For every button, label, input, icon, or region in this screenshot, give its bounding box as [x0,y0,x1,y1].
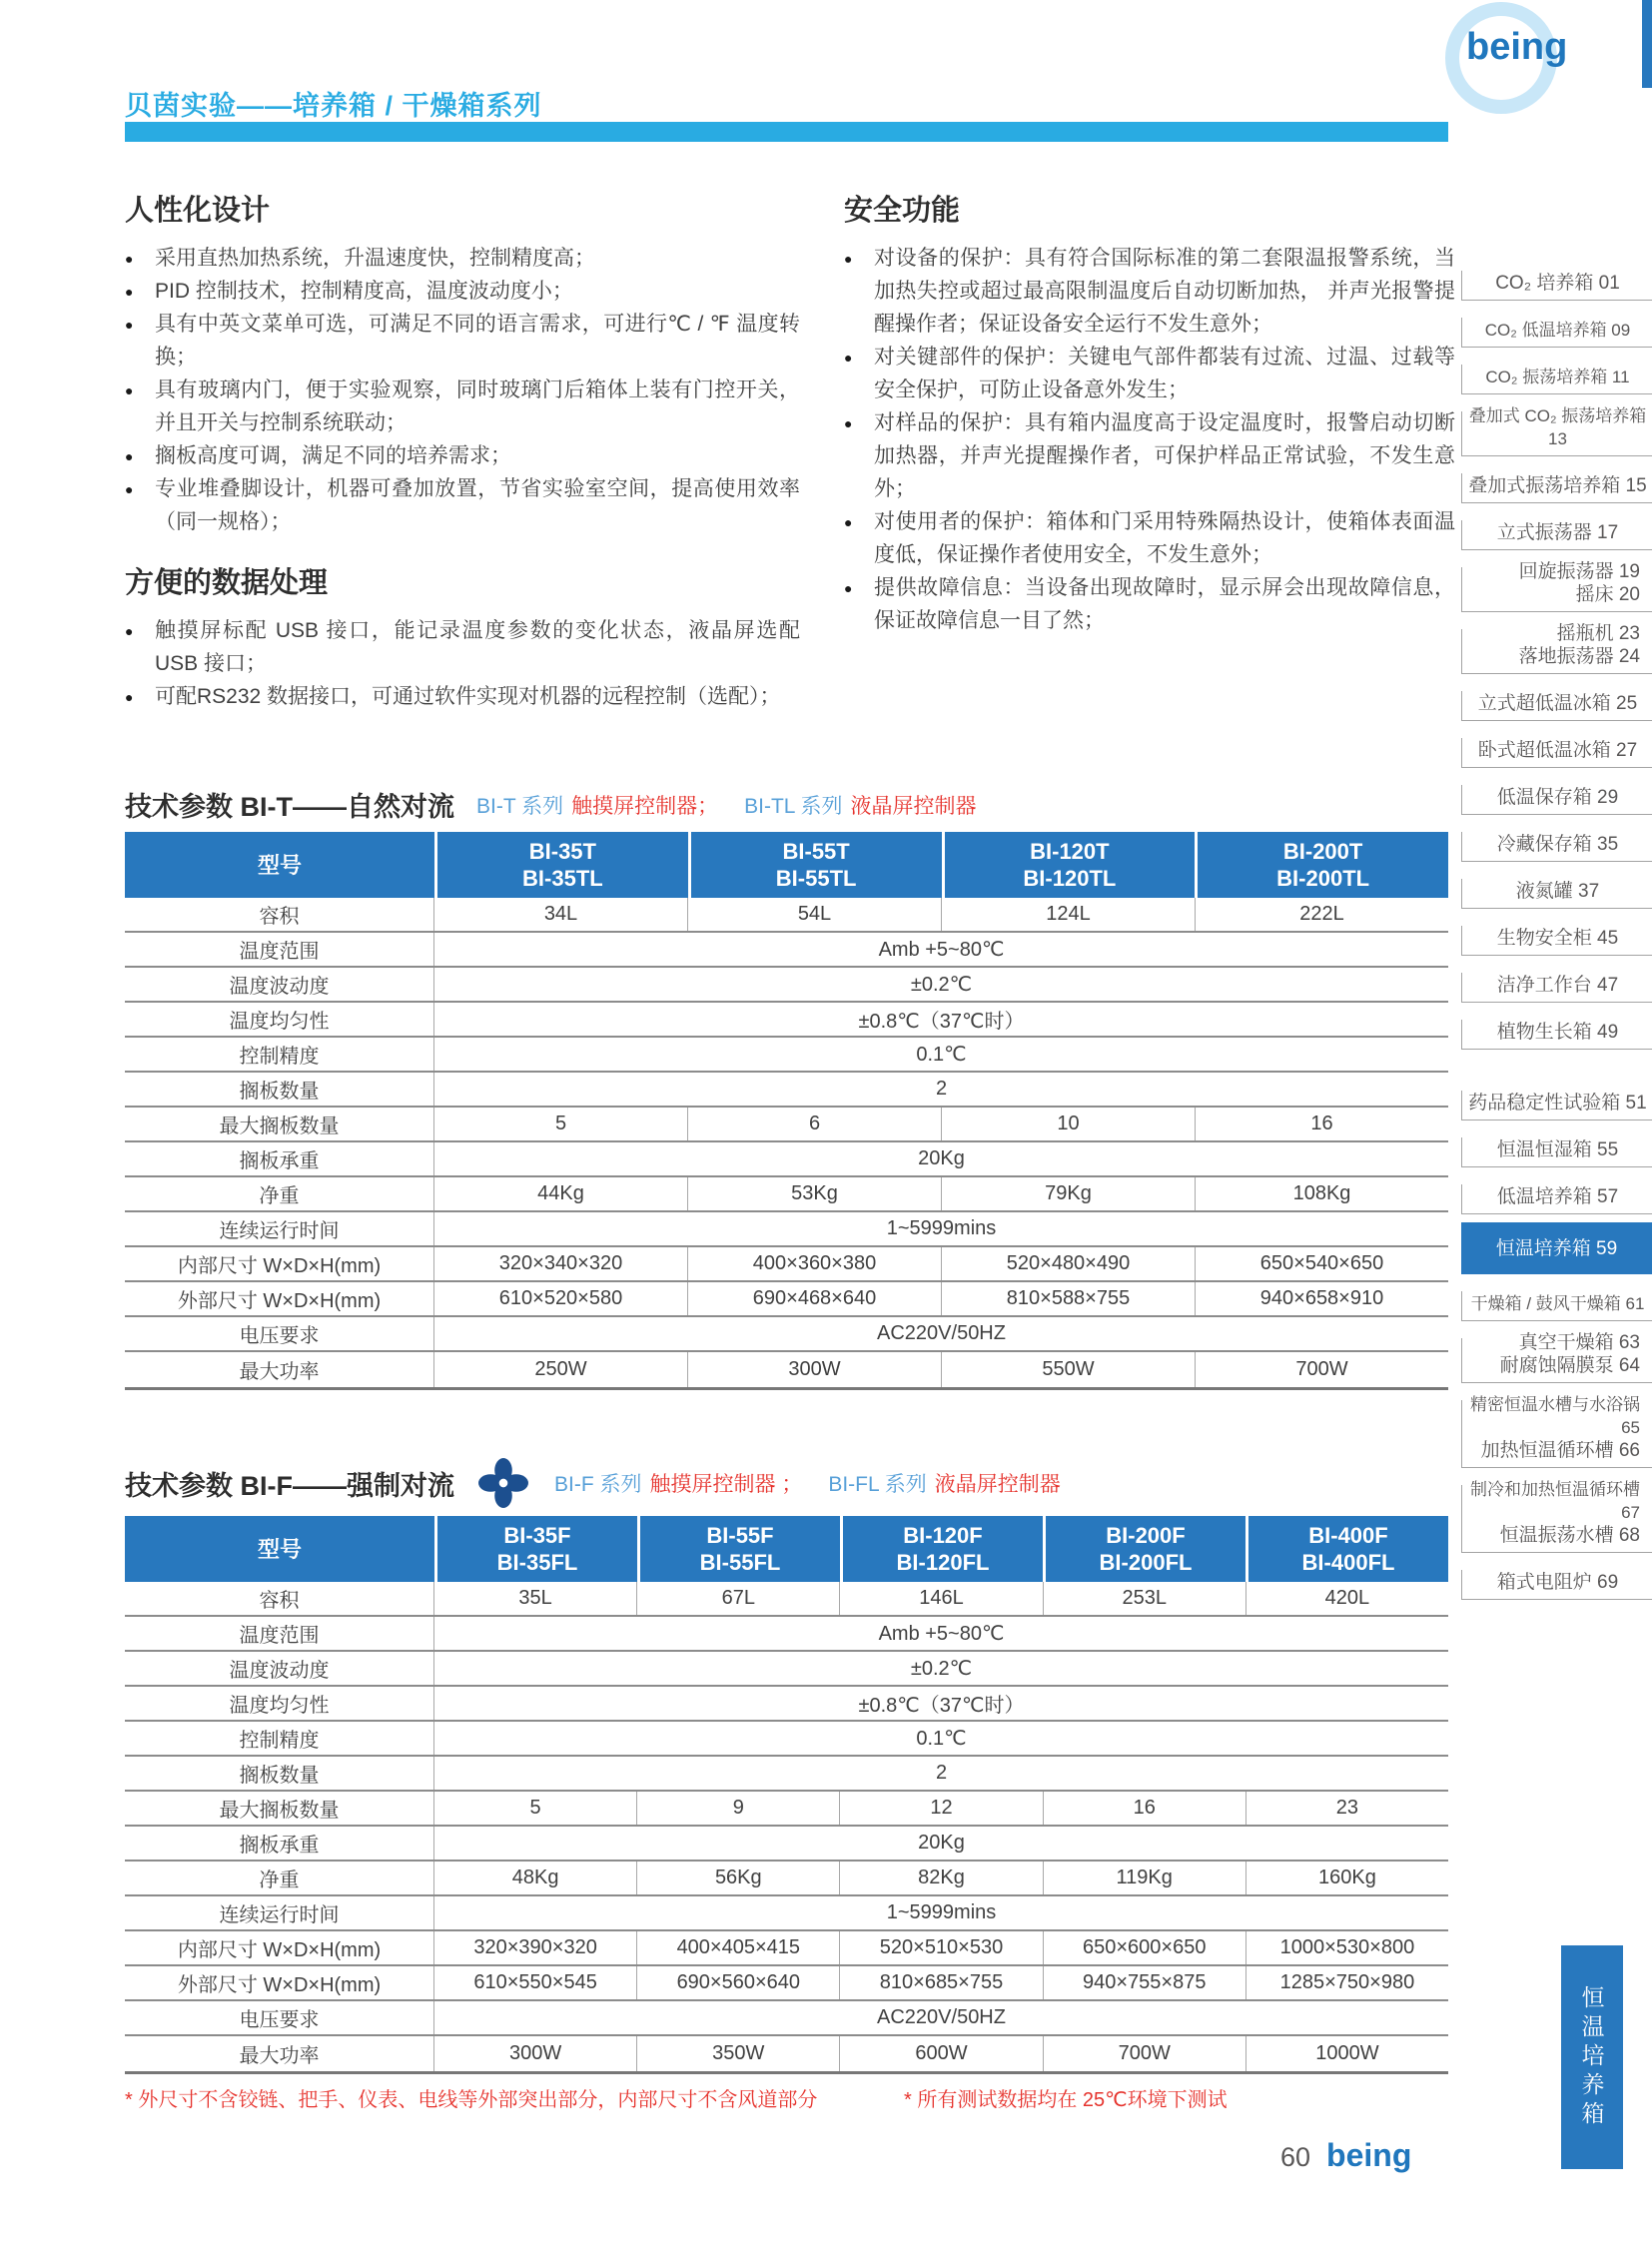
row-label: 最大搁板数量 [125,1792,434,1825]
model-name: BI-400FL [1301,1550,1395,1575]
row-label: 净重 [125,1177,434,1210]
table-row [125,1827,1448,1862]
table-row [125,1282,1448,1317]
row-span-value: Amb +5~80℃ [878,939,1005,961]
row-cell-value: 119Kg [1044,1862,1246,1894]
row-span-value: 2 [935,1078,948,1100]
model-name: BI-200F [1106,1523,1186,1548]
sidebar-item-label: 恒温培养箱 59 [1495,1237,1618,1259]
sidebar-item-label: 落地振荡器 24 [1518,646,1640,667]
row-cell-value: 5 [434,1108,688,1140]
row-cell-value: 1000×530×800 [1279,1936,1415,1958]
model-header-cell [1198,832,1448,898]
sidebar-item-label: CO₂ 低温培养箱 09 [1484,321,1631,340]
table-row [125,933,1448,968]
table-row [125,1108,1448,1142]
table-row [125,1652,1448,1687]
model-column-label: 型号 [125,832,434,898]
table-row [125,1317,1448,1352]
row-label: 控制精度 [125,1038,434,1071]
model-column-label: 型号 [125,1516,434,1582]
model-name: BI-55T [782,839,850,864]
page-footer [1280,2137,1411,2174]
row-span-value: 0.1℃ [916,1044,967,1066]
model-header-cell [945,832,1196,898]
model-name: BI-120T [1030,839,1110,864]
row-cell-value: 420L [1324,1587,1370,1609]
row-label: 温度范围 [125,933,434,966]
row-cell-value: 5 [434,1792,637,1825]
sidebar-item [1461,682,1652,721]
row-label: 内部尺寸 W×D×H(mm) [125,1931,434,1964]
model-header-cell [437,1516,637,1582]
spec-table-bi-f [125,1516,1448,2074]
model-name: BI-120F [903,1523,983,1548]
row-label: 容积 [125,1582,434,1615]
row-label: 温度波动度 [125,1652,434,1685]
sidebar-item-label: 植物生长箱 49 [1496,1022,1619,1043]
page-number: 60 [1280,2142,1311,2172]
sidebar-item-label: 回旋振荡器 19 [1518,561,1640,582]
footnote-dimensions: * 外尺寸不含铰链、把手、仪表、电线等外部突出部分，内部尺寸不含风道部分 [125,2089,818,2111]
series-label-red: 液晶屏控制器 [850,794,977,818]
sidebar-item [1461,356,1652,394]
catalog-sidebar [1461,262,1652,1608]
table-header-row [125,832,1448,898]
row-cell-value: 10 [942,1108,1196,1140]
sidebar-item [1461,402,1652,456]
row-label: 内部尺寸 W×D×H(mm) [125,1247,434,1280]
row-span-value: AC220V/50HZ [877,1322,1006,1344]
row-span-value: 1~5999mins [886,1217,997,1239]
table2-caption: 技术参数 BI-F——强制对流 [125,1470,454,1501]
row-cell-value: 44Kg [434,1177,688,1210]
row-cell-value: 610×550×545 [434,1966,637,1999]
features-left-column [125,188,800,713]
row-cell-value: 520×510×530 [840,1931,1043,1964]
series-label-red: 触摸屏控制器 ； [649,1473,803,1496]
row-label: 容积 [125,898,434,931]
row-cell-value: 940×755×875 [1044,1966,1246,1999]
row-cell-value: 53Kg [688,1177,942,1210]
sidebar-item [1461,262,1652,301]
sidebar-item [1461,917,1652,956]
row-span-value: 0.1℃ [916,1728,967,1750]
table-row [125,1212,1448,1247]
model-name: BI-120FL [896,1550,990,1575]
row-label: 最大功率 [125,1352,434,1387]
model-name: BI-200TL [1276,866,1370,891]
sidebar-item [1461,823,1652,862]
row-cell-value: 146L [840,1582,1043,1615]
safety-bullet-list [844,242,1455,637]
sidebar-item-label: CO₂ 振荡培养箱 11 [1485,368,1630,386]
sidebar-item [1461,1391,1652,1468]
row-cell-value: 23 [1335,1797,1359,1819]
table-row [125,1582,1448,1617]
row-cell-value: 12 [840,1792,1043,1825]
series-label-blue: BI-T 系列 [476,794,564,818]
table1-series-note [476,790,1003,820]
row-cell-value: 82Kg [840,1862,1043,1894]
bullet-item: ● 对关键部件的保护：关键电气部件都装有过流、过温、过载等安全保护，可防止设备意外发生； [844,341,1455,406]
table2-series-note [554,1468,1087,1498]
row-label: 外部尺寸 W×D×H(mm) [125,1282,434,1315]
series-label-blue: BI-F 系列 [554,1473,642,1496]
bullet-item: ● PID 控制技术，控制精度高，温度波动度小； [125,275,800,308]
row-cell-value: 810×588×755 [942,1282,1196,1315]
row-label: 电压要求 [125,2001,434,2034]
sidebar-item-label: CO₂ 培养箱 01 [1495,273,1620,294]
table-row [125,1073,1448,1108]
row-cell-value: 700W [1044,2036,1246,2071]
model-name: BI-200FL [1099,1550,1193,1575]
model-name: BI-400F [1308,1523,1388,1548]
sidebar-item-label: 液氮罐 37 [1515,881,1600,902]
table-header-row [125,1516,1448,1582]
row-cell-value: 6 [688,1108,942,1140]
bullet-item: ● 对样品的保护：具有箱内温度高于设定温度时，报警启动切断加热器，并声光提醒操作者，可保护样品正常试验，不发生意外； [844,406,1455,505]
row-span-value: Amb +5~80℃ [878,1623,1005,1645]
page-edge-strip [1642,0,1652,88]
table-row [125,2001,1448,2036]
section-heading-data-processing: 方便的数据处理 [125,567,329,599]
series-label-blue: BI-FL 系列 [828,1473,927,1496]
table-row [125,1352,1448,1387]
page-title: 贝茵实验——培养箱 / 干燥箱系列 [125,91,542,121]
bullet-item: ● 对设备的保护：具有符合国际标准的第二套限温报警系统，当加热失控或超过最高限制温度后自动切断加热， 并声光报警提醒操作者；保证设备安全运行不发生意外； [844,242,1455,341]
model-header-cell [843,1516,1043,1582]
bullet-item: ● 提供故障信息：当设备出现故障时，显示屏会出现故障信息，保证故障信息一目了然； [844,571,1455,637]
table-row [125,1792,1448,1827]
table-row [125,968,1448,1003]
row-cell-value: 650×540×650 [1259,1252,1384,1274]
sidebar-item [1461,1175,1652,1214]
sidebar-item [1461,1011,1652,1050]
sidebar-item-label: 真空干燥箱 63 [1518,1332,1640,1353]
model-header-cell [1046,1516,1245,1582]
sidebar-item-label: 耐腐蚀隔膜泵 64 [1499,1355,1640,1376]
row-cell-value: 520×480×490 [942,1247,1196,1280]
row-cell-value: 320×340×320 [434,1247,688,1280]
data-processing-bullet-list [125,614,800,713]
sidebar-item-label: 低温保存箱 29 [1496,787,1619,808]
row-cell-value: 300W [434,2036,637,2071]
sidebar-item-label: 冷藏保存箱 35 [1496,834,1619,855]
row-cell-value: 160Kg [1317,1867,1376,1888]
row-label: 控制精度 [125,1722,434,1755]
row-cell-value: 400×360×380 [688,1247,942,1280]
row-label: 外部尺寸 W×D×H(mm) [125,1966,434,1999]
table-row [125,1757,1448,1792]
row-cell-value: 250W [434,1352,688,1387]
sidebar-item-label: 叠加式振荡培养箱 15 [1468,475,1647,496]
row-cell-value: 253L [1044,1582,1246,1615]
row-cell-value: 9 [637,1792,840,1825]
sidebar-item-label: 加热恒温循环槽 66 [1480,1440,1640,1461]
table2-caption-row [125,1456,1087,1510]
table-row [125,1617,1448,1652]
row-cell-value: 690×468×640 [688,1282,942,1315]
row-cell-value: 34L [434,898,688,931]
sidebar-item-label: 摇床 20 [1575,584,1640,605]
row-cell-value: 550W [942,1352,1196,1387]
row-label: 净重 [125,1862,434,1894]
row-cell-value: 16 [1310,1113,1333,1134]
section-heading-safety: 安全功能 [844,195,961,227]
model-name: BI-35F [503,1523,571,1548]
row-label: 连续运行时间 [125,1896,434,1929]
row-cell-value: 48Kg [434,1862,637,1894]
table-row [125,1177,1448,1212]
row-span-value: ±0.2℃ [910,974,973,996]
sidebar-item [1461,1128,1652,1167]
model-name: BI-35FL [496,1550,578,1575]
row-cell-value: 54L [688,898,942,931]
row-label: 温度均匀性 [125,1687,434,1720]
row-cell-value: 300W [688,1352,942,1387]
spec-table-bi-t [125,832,1448,1390]
model-header-cell [1248,1516,1448,1582]
sidebar-item-label: 立式超低温冰箱 25 [1477,693,1638,714]
sidebar-item-label: 立式振荡器 17 [1496,522,1619,543]
model-header-cell [691,832,942,898]
row-span-value: ±0.8℃（37℃时） [858,1695,1025,1717]
sidebar-item-active [1461,1222,1652,1274]
bullet-item: ● 专业堆叠脚设计，机器可叠加放置，节省实验室空间，提高使用效率（同一规格）； [125,472,800,538]
row-label: 温度波动度 [125,968,434,1001]
row-cell-value: 610×520×580 [434,1282,688,1315]
model-name: BI-120TL [1023,866,1117,891]
sidebar-item-label: 药品稳定性试验箱 51 [1468,1093,1647,1114]
sidebar-item [1461,1329,1652,1383]
row-cell-value: 320×390×320 [434,1931,637,1964]
row-cell-value: 222L [1299,903,1344,925]
row-cell-value: 350W [637,2036,840,2071]
row-span-value: 2 [935,1762,948,1784]
table-row [125,1931,1448,1966]
table-row [125,1247,1448,1282]
row-label: 搁板数量 [125,1073,434,1106]
sidebar-item [1461,729,1652,768]
model-name: BI-35T [528,839,596,864]
model-name: BI-55F [706,1523,774,1548]
sidebar-item-label: 低温培养箱 57 [1496,1186,1619,1207]
row-span-value: ±0.2℃ [910,1658,973,1680]
row-cell-value: 810×685×755 [840,1966,1043,1999]
footnote-test-conditions: * 所有测试数据均在 25℃环境下测试 [904,2089,1228,2111]
sidebar-item-label: 干燥箱 / 鼓风干燥箱 61 [1470,1294,1645,1313]
sidebar-item [1461,558,1652,612]
table1-caption-row [125,785,1003,824]
row-label: 温度范围 [125,1617,434,1650]
row-cell-value: 690×560×640 [637,1966,840,1999]
model-name: BI-35TL [522,866,603,891]
sidebar-item [1461,511,1652,550]
humanized-bullet-list [125,242,800,538]
row-cell-value: 56Kg [637,1862,840,1894]
sidebar-item [1461,1476,1652,1553]
row-label: 搁板数量 [125,1757,434,1790]
row-span-value: 20Kg [918,1832,965,1854]
row-label: 连续运行时间 [125,1212,434,1245]
model-header-cell [640,1516,840,1582]
features-right-column [844,188,1455,637]
series-label-blue: BI-TL 系列 [744,794,843,818]
model-name: BI-200T [1282,839,1363,864]
row-cell-value: 1285×750×980 [1279,1971,1415,1993]
fan-icon [476,1456,530,1510]
row-cell-value: 400×405×415 [637,1931,840,1964]
row-label: 最大功率 [125,2036,434,2071]
sidebar-item-label: 箱式电阻炉 69 [1496,1572,1619,1593]
row-span-value: ±0.8℃（37℃时） [858,1011,1025,1033]
row-cell-value: 79Kg [942,1177,1196,1210]
series-label-red: 液晶屏控制器 [934,1473,1061,1496]
table-row [125,1722,1448,1757]
bullet-item: ● 对使用者的保护：箱体和门采用特殊隔热设计，使箱体表面温度低，保证操作者使用安全，不发生意外； [844,505,1455,571]
row-label: 最大搁板数量 [125,1108,434,1140]
row-span-value: 1~5999mins [886,1901,997,1923]
sidebar-item [1461,1561,1652,1600]
row-span-value: 20Kg [918,1147,965,1169]
table-row [125,1003,1448,1038]
sidebar-item-label: 恒温恒湿箱 55 [1496,1139,1619,1160]
brand-logo: being [1466,26,1568,68]
row-label: 温度均匀性 [125,1003,434,1036]
sidebar-item-label: 恒温振荡水槽 68 [1499,1525,1640,1546]
sidebar-item [1461,1282,1652,1321]
sidebar-item [1461,870,1652,909]
bullet-item: ● 具有玻璃内门，便于实验观察，同时玻璃门后箱体上装有门控开关，并且开关与控制系统联动； [125,374,800,439]
section-heading-humanized: 人性化设计 [125,195,271,227]
sidebar-item-label: 精密恒温水槽与水浴锅 65 [1470,1395,1640,1437]
table-row [125,1038,1448,1073]
sidebar-item-label: 卧式超低温冰箱 27 [1477,740,1638,761]
row-cell-value: 35L [434,1582,637,1615]
row-span-value: AC220V/50HZ [877,2006,1006,2028]
row-cell-value: 940×658×910 [1259,1287,1384,1309]
bullet-item: ● 采用直热加热系统，升温速度快，控制精度高； [125,242,800,275]
row-cell-value: 108Kg [1292,1182,1351,1204]
sidebar-item [1461,309,1652,348]
sidebar-item [1461,964,1652,1003]
sidebar-item [1461,1082,1652,1120]
row-cell-value: 124L [942,898,1196,931]
bullet-item: ● 搁板高度可调，满足不同的培养需求； [125,439,800,472]
category-vertical-banner: 恒温培养箱 [1561,1945,1623,2169]
header-rule [125,122,1448,142]
row-label: 电压要求 [125,1317,434,1350]
row-label: 搁板承重 [125,1142,434,1175]
sidebar-item [1461,776,1652,815]
row-cell-value: 1000W [1315,2042,1379,2064]
table-row [125,1896,1448,1931]
model-header-cell [437,832,688,898]
row-cell-value: 600W [840,2036,1043,2071]
table-row [125,1862,1448,1896]
bullet-item: ● 触摸屏标配 USB 接口，能记录温度参数的变化状态，液晶屏选配 USB 接口； [125,614,800,680]
table1-caption: 技术参数 BI-T——自然对流 [125,792,454,822]
table-row [125,1966,1448,2001]
bullet-item: ● 具有中英文菜单可选，可满足不同的语言需求，可进行℃ / ℉ 温度转换； [125,308,800,374]
table-row [125,1687,1448,1722]
model-name: BI-55FL [699,1550,781,1575]
row-label: 搁板承重 [125,1827,434,1860]
row-cell-value: 67L [637,1582,840,1615]
series-label-red: 触摸屏控制器； [571,794,719,818]
sidebar-item-label: 摇瓶机 23 [1556,623,1640,644]
sidebar-item-label: 洁净工作台 47 [1496,975,1619,996]
sidebar-item-label: 生物安全柜 45 [1496,928,1619,949]
model-name: BI-55TL [775,866,857,891]
sidebar-item-label: 叠加式 CO₂ 振荡培养箱 13 [1468,406,1647,448]
row-cell-value: 16 [1044,1792,1246,1825]
row-cell-value: 650×600×650 [1044,1931,1246,1964]
sidebar-item [1461,464,1652,503]
row-cell-value: 700W [1295,1358,1348,1380]
table-row [125,898,1448,933]
bullet-item: ● 可配RS232 数据接口，可通过软件实现对机器的远程控制（选配）； [125,680,800,713]
sidebar-item-label: 制冷和加热恒温循环槽 67 [1470,1480,1640,1522]
sidebar-item [1461,620,1652,674]
table-row [125,1142,1448,1177]
table-row [125,2036,1448,2071]
footer-brand-logo: being [1326,2137,1412,2173]
